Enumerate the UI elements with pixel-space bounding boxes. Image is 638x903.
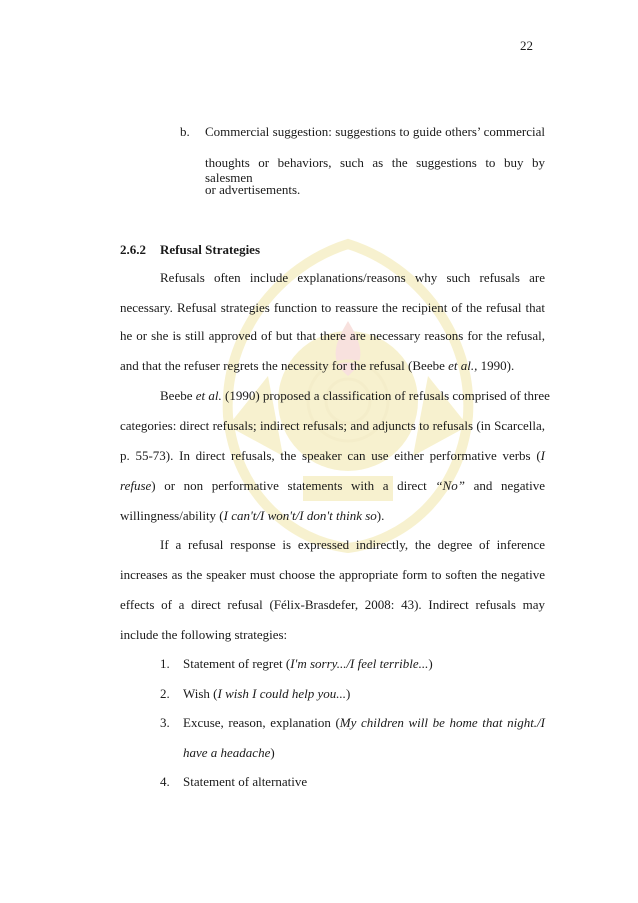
strategy-2-c: ) bbox=[346, 686, 351, 701]
para2-line-2: categories: direct refusals; indirect refusals; and adjuncts to refusals (in Scarcella, bbox=[120, 418, 545, 433]
strategy-4-text: Statement of alternative bbox=[183, 774, 308, 789]
para2-line-1 bbox=[160, 388, 550, 403]
strategy-3-a: Excuse, reason, explanation ( bbox=[183, 715, 340, 730]
para1-line-4 bbox=[120, 358, 514, 373]
para2-line-4 bbox=[120, 478, 545, 493]
section-number: 2.6.2 bbox=[120, 242, 146, 257]
strategy-1-text bbox=[183, 656, 433, 671]
strategy-1-number: 1. bbox=[160, 656, 170, 671]
strategy-4-number: 4. bbox=[160, 774, 170, 789]
strategy-3-cont-c: ) bbox=[270, 745, 275, 760]
strategy-2-a: Wish ( bbox=[183, 686, 218, 701]
section-title: Refusal Strategies bbox=[160, 242, 261, 257]
strategy-2-text bbox=[183, 686, 350, 701]
para2-line-4-c: “No” bbox=[435, 478, 465, 493]
para1-line-3: he or she is still approved of but that there are necessary reasons for the refusal, bbox=[120, 328, 545, 343]
item-b-line-3: or advertisements. bbox=[205, 182, 301, 197]
para2-line-5 bbox=[120, 508, 384, 523]
strategy-1-a: Statement of regret ( bbox=[183, 656, 291, 671]
page-number: 22 bbox=[520, 38, 533, 53]
strategy-3-number: 3. bbox=[160, 715, 170, 730]
para2-line-1-c: (1990) proposed a classification of refusals comprised of three bbox=[221, 388, 550, 403]
para1-line-4-c: 1990). bbox=[477, 358, 515, 373]
para2-line-5-c: ). bbox=[376, 508, 385, 523]
para2-line-1-etal: et al. bbox=[195, 388, 222, 403]
para2-line-4-b: ) or non performative statements with a direct bbox=[151, 478, 436, 493]
para2-line-3 bbox=[120, 448, 545, 463]
strategy-1-c: ) bbox=[428, 656, 433, 671]
para2-line-3-a: p. 55-73). In direct refusals, the speaker can use either performative verbs ( bbox=[120, 448, 541, 463]
strategy-2-number: 2. bbox=[160, 686, 170, 701]
strategy-2-example: I wish I could help you... bbox=[217, 686, 347, 701]
para2-line-5-b: I can't/I won't/I don't think so bbox=[223, 508, 377, 523]
item-b-line-1: Commercial suggestion: suggestions to guide others’ commercial bbox=[205, 124, 545, 139]
para1-line-2: necessary. Refusal strategies function to reassure the recipient of the refusal that bbox=[120, 300, 545, 315]
para3-line-4: include the following strategies: bbox=[120, 627, 288, 642]
strategy-3-text bbox=[183, 715, 545, 730]
strategy-3-cont-example: have a headache bbox=[183, 745, 271, 760]
para2-line-1-a: Beebe bbox=[160, 388, 196, 403]
para2-line-4-a: refuse bbox=[120, 478, 152, 493]
para2-line-4-d: and negative bbox=[464, 478, 545, 493]
strategy-3-example: My children will be home that night./I bbox=[339, 715, 545, 730]
para1-line-4-etal: et al., bbox=[448, 358, 478, 373]
para1-line-4-a: and that the refuser regrets the necessity for the refusal (Beebe bbox=[120, 358, 449, 373]
strategy-1-example: I'm sorry.../I feel terrible... bbox=[290, 656, 429, 671]
para1-line-1: Refusals often include explanations/reasons why such refusals are bbox=[160, 270, 545, 285]
para3-line-3: effects of a direct refusal (Félix-Brasdefer, 2008: 43). Indirect refusals may bbox=[120, 597, 545, 612]
para3-line-1: If a refusal response is expressed indirectly, the degree of inference bbox=[160, 537, 545, 552]
item-b-line-2: thoughts or behaviors, such as the suggestions to buy by salesmen bbox=[205, 155, 545, 185]
para2-line-5-a: willingness/ability ( bbox=[120, 508, 224, 523]
para3-line-2: increases as the speaker must choose the appropriate form to soften the negative bbox=[120, 567, 545, 582]
para2-line-3-b: I bbox=[540, 448, 545, 463]
list-marker-b: b. bbox=[180, 124, 190, 139]
strategy-3-cont bbox=[183, 745, 275, 760]
